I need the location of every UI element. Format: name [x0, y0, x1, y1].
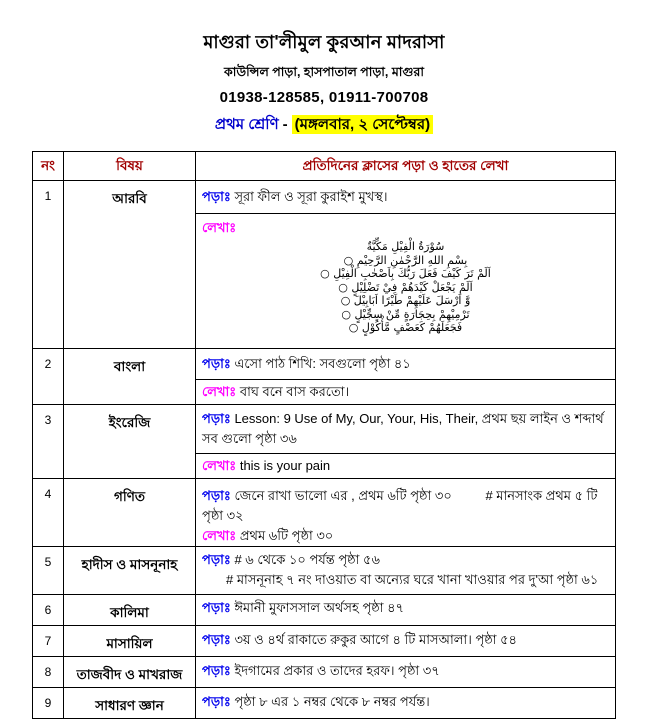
porha-label: পড়াঃ — [202, 488, 231, 503]
arabic-verse-line: اَلَمْ يَجْعَلْ كَيْدَهُمْ فِيْ تَضْلِيْلٍ ○ — [338, 280, 473, 294]
row-number: 3 — [33, 405, 64, 478]
porha-text: এসো পাঠ শিখি: সবগুলো পৃষ্ঠা ৪১ — [234, 356, 411, 371]
porha-text: সূরা ফীল ও সূরা কুরাইশ মুখস্থ। — [234, 189, 388, 204]
address-line: কাউন্সিল পাড়া, হাসপাতাল পাড়া, মাগুরা — [223, 65, 424, 79]
subject-cell: আরবি — [64, 181, 196, 348]
content-cell — [196, 405, 615, 478]
lekha-block — [196, 379, 615, 404]
porha-block — [196, 657, 615, 685]
table-header-row — [33, 152, 615, 180]
arabic-verse-line: وَّ اَرْسَلَ عَلَيْهِمْ طَيْرًا اَبَابِيْلَ ○ — [340, 294, 471, 307]
porha-text: Lesson: 9 Use of My, Our, Your, His, Their, প্রথম ছয় লাইন ও শব্দার্থ সব গুলো পৃষ্ঠা ৩৬ — [202, 411, 604, 446]
porha-label: পড়াঃ — [202, 189, 231, 204]
content-cell — [196, 688, 615, 718]
row-number: 5 — [33, 547, 64, 594]
porha-block — [196, 547, 615, 594]
table-row — [33, 546, 615, 594]
porha-label: পড়াঃ — [202, 552, 231, 567]
porha-line2: # মাসনূনাহ ৭ নং দাওয়াত বা অন্যের ঘরে খানা খাওয়ার পর দু'আ পৃষ্ঠা ৬১ — [226, 572, 599, 587]
porha-block — [196, 349, 615, 379]
content-cell — [196, 547, 615, 594]
content-cell — [196, 181, 615, 348]
lekha-label: লেখাঃ — [202, 458, 237, 473]
table-row — [33, 594, 615, 625]
porha-label: পড়াঃ — [202, 356, 231, 371]
lekha-label: লেখাঃ — [202, 528, 237, 543]
porha-block — [196, 595, 615, 622]
row-number: 6 — [33, 595, 64, 625]
porha-text: ঈমানী মুফাসসাল অর্থসহ পৃষ্ঠা ৪৭ — [234, 600, 405, 615]
subject-cell: সাধারণ জ্ঞান — [64, 688, 196, 718]
porha-text: ইদগামের প্রকার ও তাদের হরফ। পৃষ্ঠা ৩৭ — [234, 663, 440, 678]
porha-lekha-block — [196, 479, 615, 546]
arabic-verse-line: بِسْمِ اللهِ الرَّحْمٰنِ الرَّحِيْمِ ○ — [343, 253, 468, 267]
row-number: 7 — [33, 626, 64, 656]
porha-label: পড়াঃ — [202, 411, 231, 426]
lekha-block — [196, 213, 615, 348]
porha-text: ৩য় ও ৪র্থ রাকাতে রুকুর আগে ৪ টি মাসআলা। পৃষ্ঠা ৫৪ — [234, 632, 517, 647]
porha-label: পড়াঃ — [202, 663, 231, 678]
table-row — [33, 348, 615, 404]
separator: - — [282, 116, 288, 133]
lekha-text: this is your pain — [239, 458, 331, 473]
subject-cell: কালিমা — [64, 595, 196, 625]
class-and-date-line — [0, 113, 648, 138]
porha-text: পৃষ্ঠা ৮ এর ১ নম্বর থেকে ৮ নম্বর পর্যন্ত। — [234, 694, 430, 709]
arabic-verse-line: اَلَمْ تَرَ كَيْفَ فَعَلَ رَبُّكَ بِاَصْحٰبِ الْفِيْلِ ○ — [320, 267, 491, 280]
table-row — [33, 656, 615, 687]
arabic-verse-line: فَجَعَلَهُمْ كَعَصْفٍ مَّأْكُوْلٍ ○ — [348, 321, 463, 334]
document-header — [0, 0, 648, 138]
porha-text: # ৬ থেকে ১০ পর্যন্ত পৃষ্ঠা ৫৬ — [234, 552, 380, 567]
subject-cell: তাজবীদ ও মাখরাজ — [64, 657, 196, 687]
row-number: 1 — [33, 181, 64, 348]
content-cell — [196, 349, 615, 404]
content-cell — [196, 626, 615, 656]
lekha-label: লেখাঃ — [202, 384, 237, 399]
table-row — [33, 625, 615, 656]
row-number: 4 — [33, 479, 64, 546]
porha-label: পড়াঃ — [202, 694, 231, 709]
column-header-content: প্রতিদিনের ক্লাসের পড়া ও হাতের লেখা — [302, 157, 509, 173]
subject-cell: বাংলা — [64, 349, 196, 404]
table-row — [33, 478, 615, 546]
row-number: 9 — [33, 688, 64, 718]
porha-text: জেনে রাখা ভালো এর , প্রথম ৬টি পৃষ্ঠা ৩০ — [234, 488, 452, 503]
row-number: 8 — [33, 657, 64, 687]
column-header-subject: বিষয় — [64, 152, 196, 180]
porha-block — [196, 405, 615, 453]
arabic-verse-line: تَرْمِيْهِمْ بِحِجَارَةٍ مِّنْ سِجِّيْلٍ ○ — [341, 307, 470, 321]
lekha-text: প্রথম ৬টি পৃষ্ঠা ৩০ — [239, 528, 334, 543]
content-cell — [196, 479, 615, 546]
content-cell — [196, 595, 615, 625]
lekha-block — [196, 453, 615, 478]
subject-cell: মাসায়িল — [64, 626, 196, 656]
subject-cell: গণিত — [64, 479, 196, 546]
lekha-line — [202, 526, 609, 546]
table-row — [33, 180, 615, 348]
lekha-text: বাঘ বনে বাস করতো। — [239, 384, 350, 399]
porha-label: পড়াঃ — [202, 600, 231, 615]
porha-extra-text: # মানসাংক প্রথম ৫ টি পৃষ্ঠা ৩২ — [202, 488, 598, 523]
porha-line — [202, 550, 609, 570]
class-name: প্রথম শ্রেণি — [214, 116, 279, 133]
subject-cell: হাদীস ও মাসনূনাহ — [64, 547, 196, 594]
lekha-label: লেখাঃ — [202, 220, 237, 235]
content-cell — [196, 657, 615, 687]
arabic-verses — [202, 240, 609, 335]
table-row — [33, 404, 615, 478]
column-header-num: নং — [33, 152, 64, 180]
porha-label: পড়াঃ — [202, 632, 231, 647]
porha-line — [202, 486, 609, 526]
phone-numbers: 01938-128585, 01911-700708 — [219, 89, 429, 106]
page-title: মাগুরা তা'লীমুল কুরআন মাদরাসা — [203, 32, 445, 52]
row-number: 2 — [33, 349, 64, 404]
date-highlight: (মঙ্গলবার, ২ সেপ্টেম্বর) — [292, 115, 433, 134]
arabic-verse-line: سُوْرَةُ الْفِيْلِ مَكِّيَّةٌ — [366, 240, 445, 253]
porha-block — [196, 688, 615, 716]
subject-cell: ইংরেজি — [64, 405, 196, 478]
porha-block — [196, 181, 615, 213]
table-row — [33, 687, 615, 718]
schedule-table — [32, 151, 616, 719]
porha-block — [196, 626, 615, 654]
